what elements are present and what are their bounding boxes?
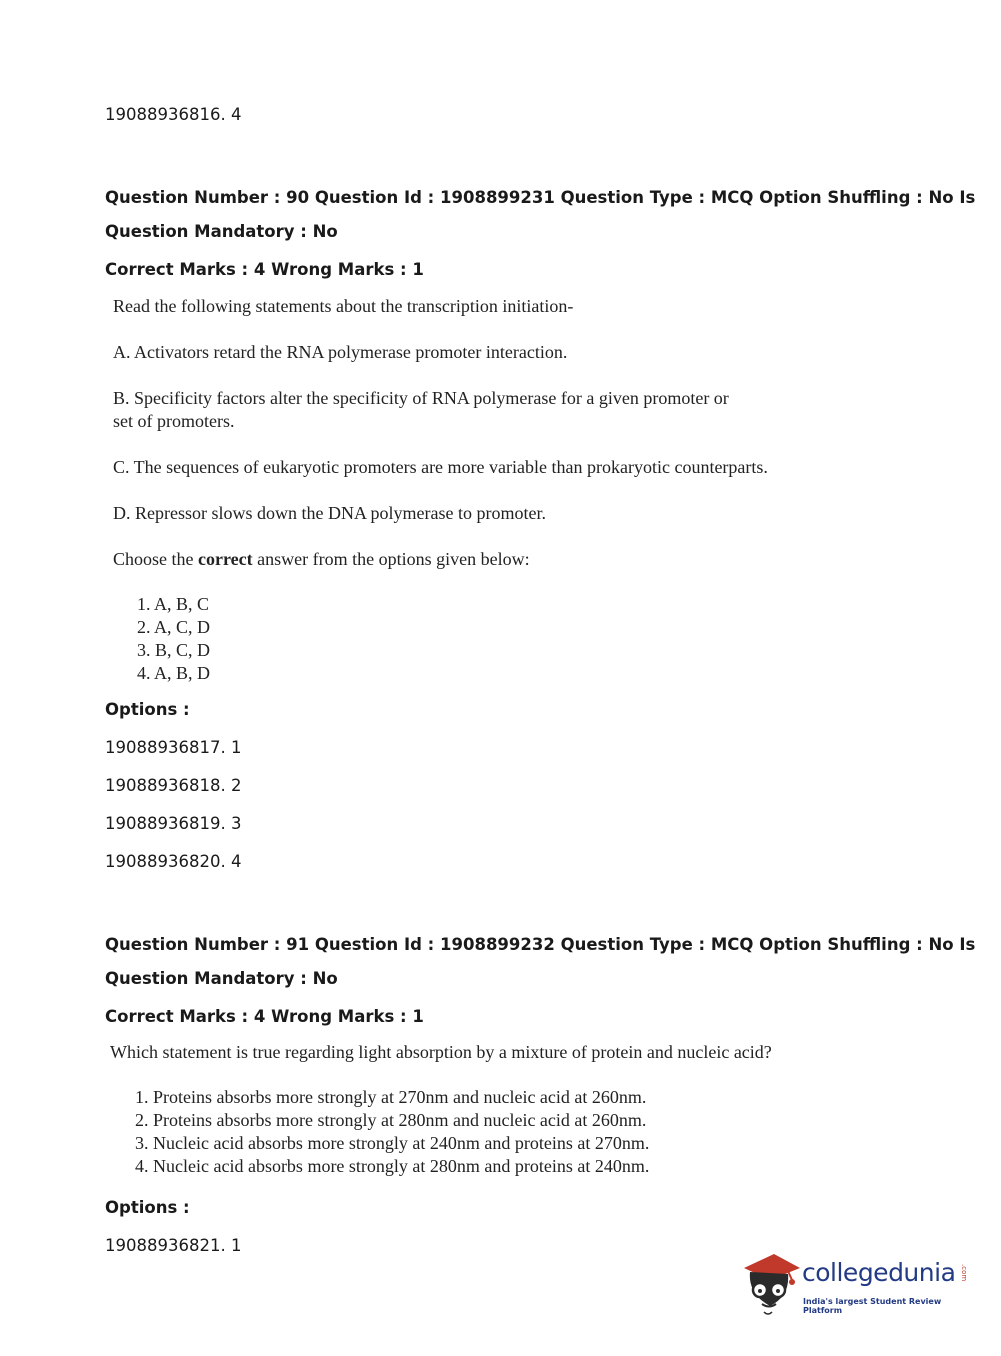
q90-marks: Correct Marks : 4 Wrong Marks : 1 <box>105 260 424 279</box>
q91-option: 19088936821. 1 <box>105 1236 242 1255</box>
logo-tagline: India's largest Student Review Platform <box>803 1297 942 1315</box>
q90-choice: 1. A, B, C <box>137 594 210 614</box>
q90-statement-b: B. Specificity factors alter the specificity of RNA polymerase for a given promoter or set of promoters. <box>113 388 729 431</box>
logo-name: collegedunia <box>802 1258 956 1287</box>
mascot-icon <box>740 1250 800 1316</box>
logo-com: .com <box>960 1264 968 1282</box>
choose-bold: correct <box>198 549 253 569</box>
q91-marks: Correct Marks : 4 Wrong Marks : 1 <box>105 1007 424 1026</box>
q90-header-line2: Question Mandatory : No <box>105 222 338 241</box>
q91-header-line1: Question Number : 91 Question Id : 1908899232 Question Type : MCQ Option Shuffling : No Is <box>105 935 976 954</box>
q90-header-line1: Question Number : 90 Question Id : 1908899231 Question Type : MCQ Option Shuffling : No Is <box>105 188 976 207</box>
q90-choose-instruction <box>113 549 530 570</box>
q90-statement-c: C. The sequences of eukaryotic promoters are more variable than prokaryotic counterparts. <box>113 457 768 477</box>
option-top: 19088936816. 4 <box>105 105 242 124</box>
q90-option: 19088936818. 2 <box>105 776 242 795</box>
choose-prefix: Choose the <box>113 549 198 569</box>
q90-option: 19088936819. 3 <box>105 814 242 833</box>
q91-header-line2: Question Mandatory : No <box>105 969 338 988</box>
choose-suffix: answer from the options given below: <box>252 549 530 569</box>
q90-options-label: Options : <box>105 700 190 719</box>
q90-statement-d: D. Repressor slows down the DNA polymerase to promoter. <box>113 503 546 523</box>
q90-choice: 4. A, B, D <box>137 663 211 683</box>
collegedunia-logo <box>740 1250 970 1320</box>
q90-option: 19088936820. 4 <box>105 852 242 871</box>
q90-intro: Read the following statements about the transcription initiation- <box>113 296 574 316</box>
q91-choice: 1. Proteins absorbs more strongly at 270nm and nucleic acid at 260nm. <box>135 1087 647 1107</box>
q91-choice: 2. Proteins absorbs more strongly at 280nm and nucleic acid at 260nm. <box>135 1110 647 1130</box>
q91-choice: 3. Nucleic acid absorbs more strongly at 240nm and proteins at 270nm. <box>135 1133 650 1153</box>
q91-question: Which statement is true regarding light absorption by a mixture of protein and nucleic acid? <box>110 1042 772 1062</box>
q91-options-label: Options : <box>105 1198 190 1217</box>
q91-choice: 4. Nucleic acid absorbs more strongly at 280nm and proteins at 240nm. <box>135 1156 650 1176</box>
q90-choice: 2. A, C, D <box>137 617 211 637</box>
q90-choice: 3. B, C, D <box>137 640 211 660</box>
q90-option: 19088936817. 1 <box>105 738 242 757</box>
q90-statement-a: A. Activators retard the RNA polymerase promoter interaction. <box>113 342 568 362</box>
